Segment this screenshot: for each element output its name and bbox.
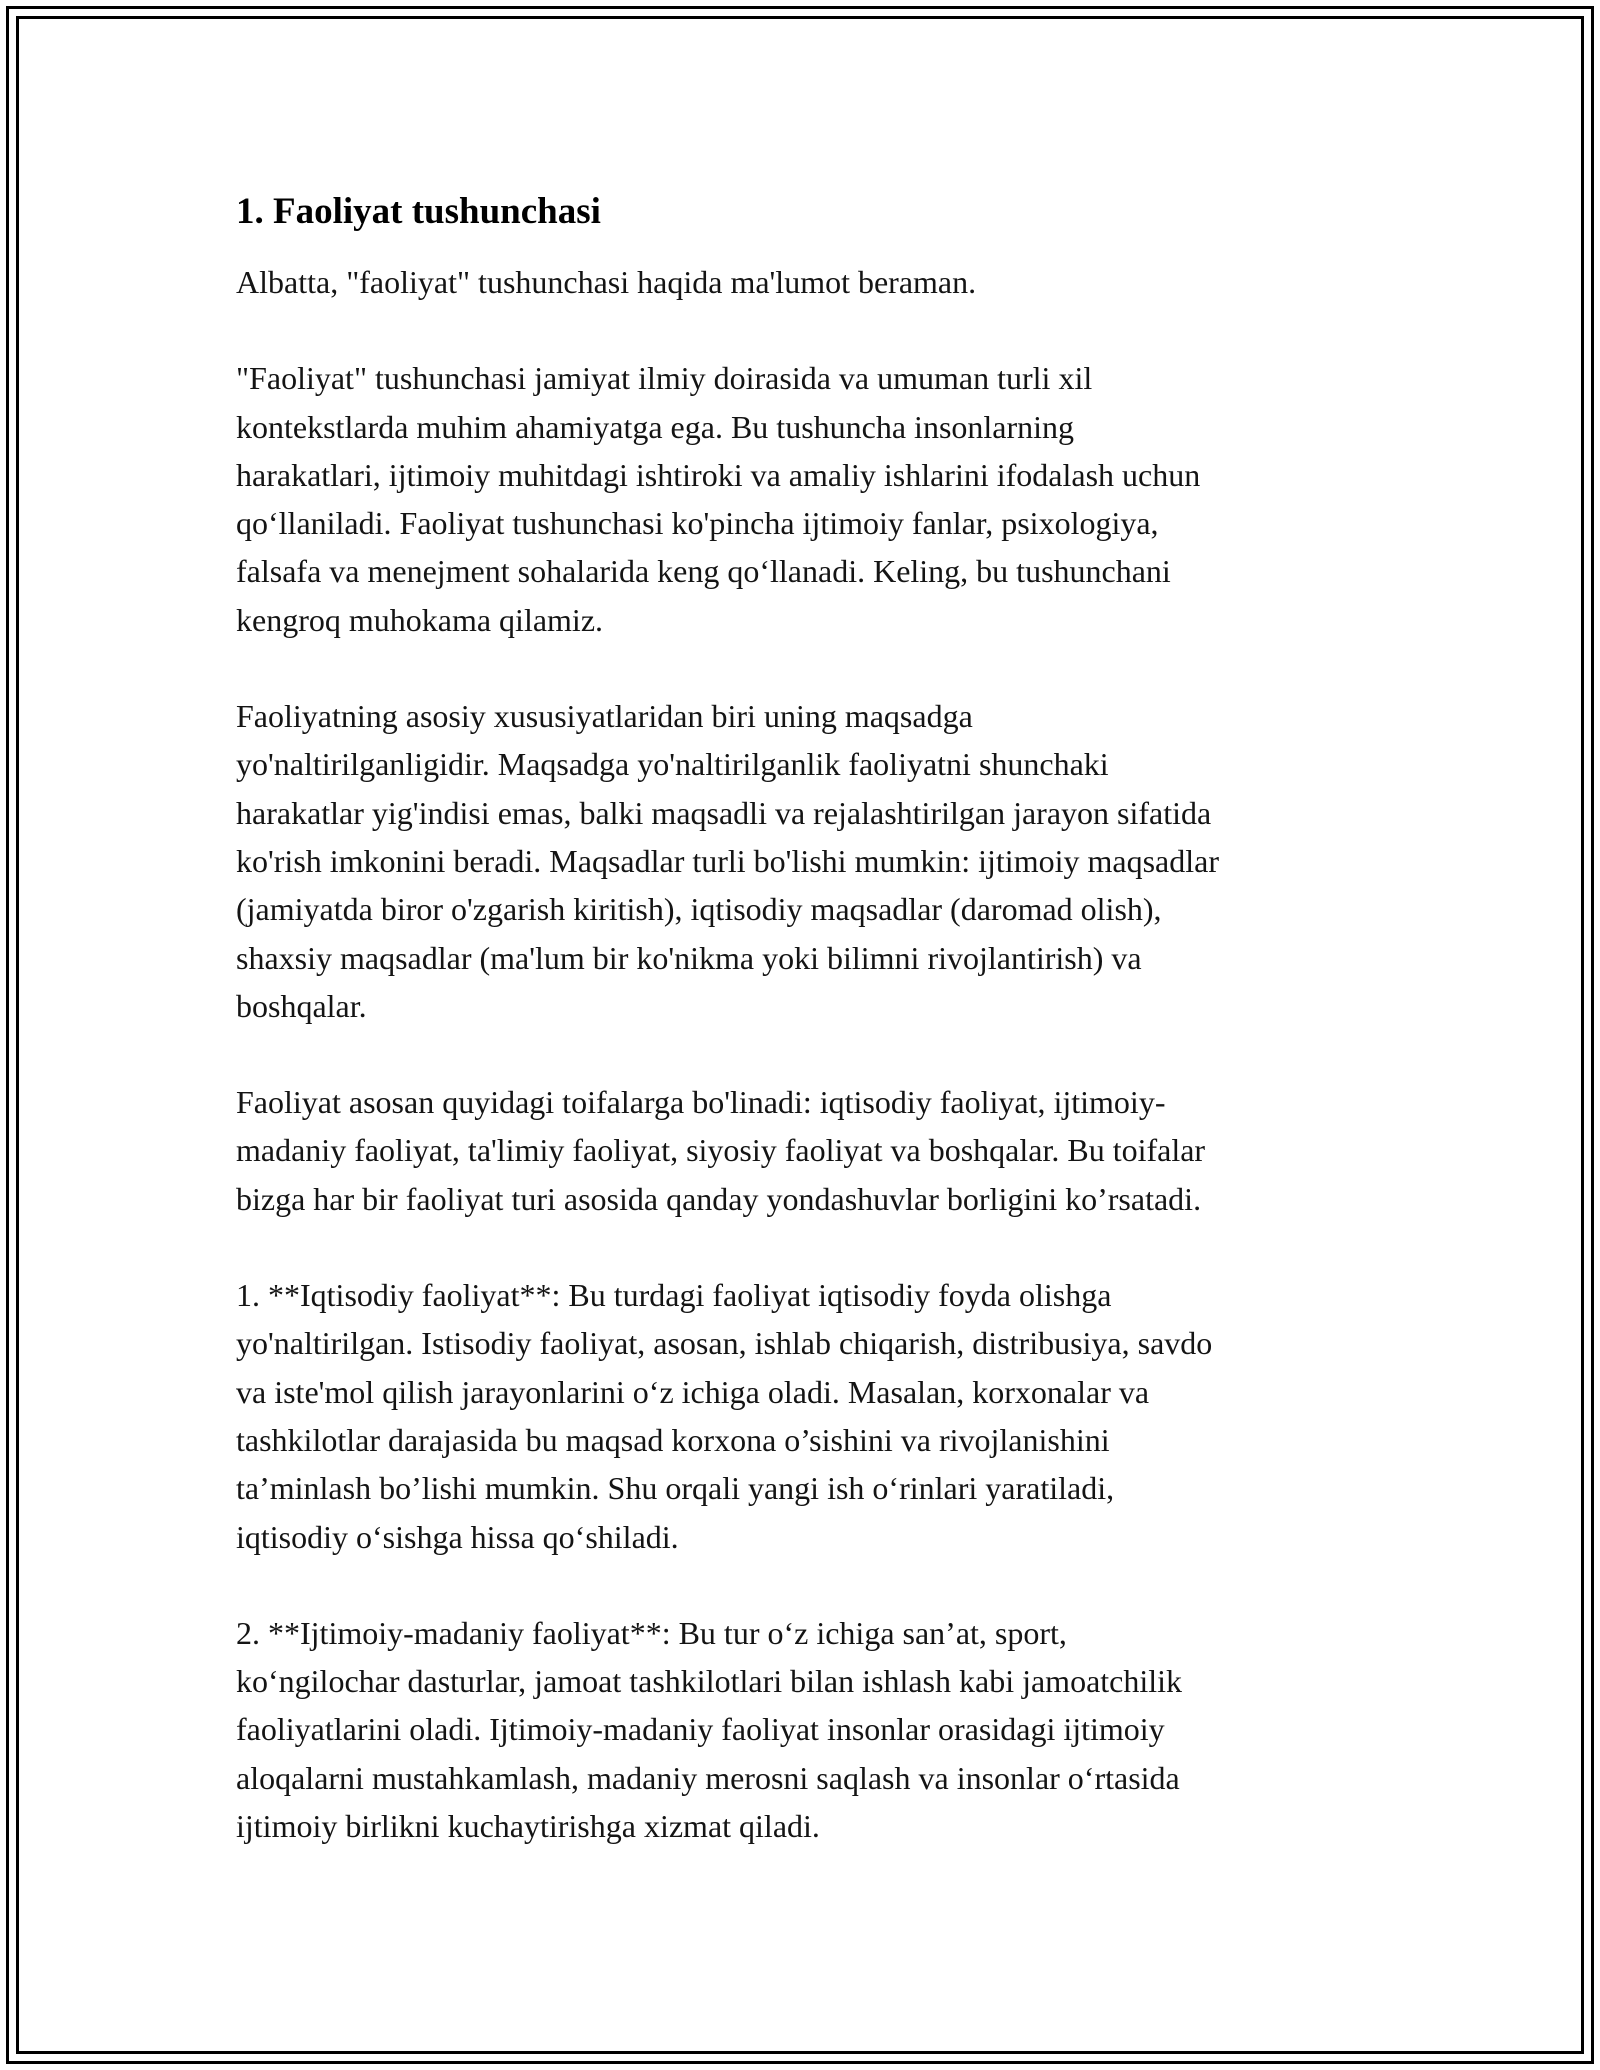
document-body (236, 188, 1386, 1898)
section-heading: 1. Faoliyat tushunchasi (236, 191, 601, 232)
purpose-paragraph: Faoliyatning asosiy xususiyatlaridan biri uning maqsadga yo'naltirilganligidir. Maqsadga yo'naltirilganlik faoliyatni shunchaki harakatlar yig'indisi emas, balki maqsadli va rejalashtirilgan jarayon sifatida ko'rish imkonini beradi. Maqsadlar turli bo'lishi mumkin: ijtimoiy maqsadlar (jamiyatda biror o'zgarish kiritish), iqtisodiy maqsadlar (daromad olish), shaxsiy maqsadlar (ma'lum bir ko'nikma yoki bilimni rivojlantirish) va boshqalar. (236, 698, 1219, 1024)
categories-paragraph: Faoliyat asosan quyidagi toifalarga bo'linadi: iqtisodiy faoliyat, ijtimoiy- madaniy faoliyat, ta'limiy faoliyat, siyosiy faoliyat va boshqalar. Bu toifalar bizga har bir faoliyat turi asosida qanday yondashuvlar borligini ko’rsatadi. (236, 1084, 1206, 1217)
economic-activity-paragraph: 1. **Iqtisodiy faoliyat**: Bu turdagi faoliyat iqtisodiy foyda olishga yo'naltirilgan. Istisodiy faoliyat, asosan, ishlab chiqarish, distribusiya, savdo va iste'mol qilish jarayonlarini o‘z ichiga oladi. Masalan, korxonalar va tashkilotlar darajasida bu maqsad korxona o’sishini va rivojlanishini ta’minlash bo’lishi mumkin. Shu orqali yangi ish o‘rinlari yaratiladi, iqtisodiy o‘sishga hissa qo‘shiladi. (236, 1277, 1213, 1555)
definition-paragraph: "Faoliyat" tushunchasi jamiyat ilmiy doirasida va umuman turli xil kontekstlarda muhim ahamiyatga ega. Bu tushuncha insonlarning harakatlari, ijtimoiy muhitdagi ishtiroki va amaliy ishlarini ifodalash uchun qo‘llaniladi. Faoliyat tushunchasi ko'pincha ijtimoiy fanlar, psixologiya, falsafa va menejment sohalarida keng qo‘llanadi. Keling, bu tushunchani kengroq muhokama qilamiz. (236, 360, 1201, 638)
intro-paragraph: Albatta, "faoliyat" tushunchasi haqida ma'lumot beraman. (236, 264, 977, 300)
sociocultural-activity-paragraph: 2. **Ijtimoiy-madaniy faoliyat**: Bu tur o‘z ichiga san’at, sport, ko‘ngilochar dasturlar, jamoat tashkilotlari bilan ishlash kabi jamoatchilik faoliyatlarini oladi. Ijtimoiy-madaniy faoliyat insonlar orasidagi ijtimoiy aloqalarni mustahkamlash, madaniy merosni saqlash va insonlar o‘rtasida ijtimoiy birlikni kuchaytirishga xizmat qiladi. (236, 1614, 1183, 1845)
